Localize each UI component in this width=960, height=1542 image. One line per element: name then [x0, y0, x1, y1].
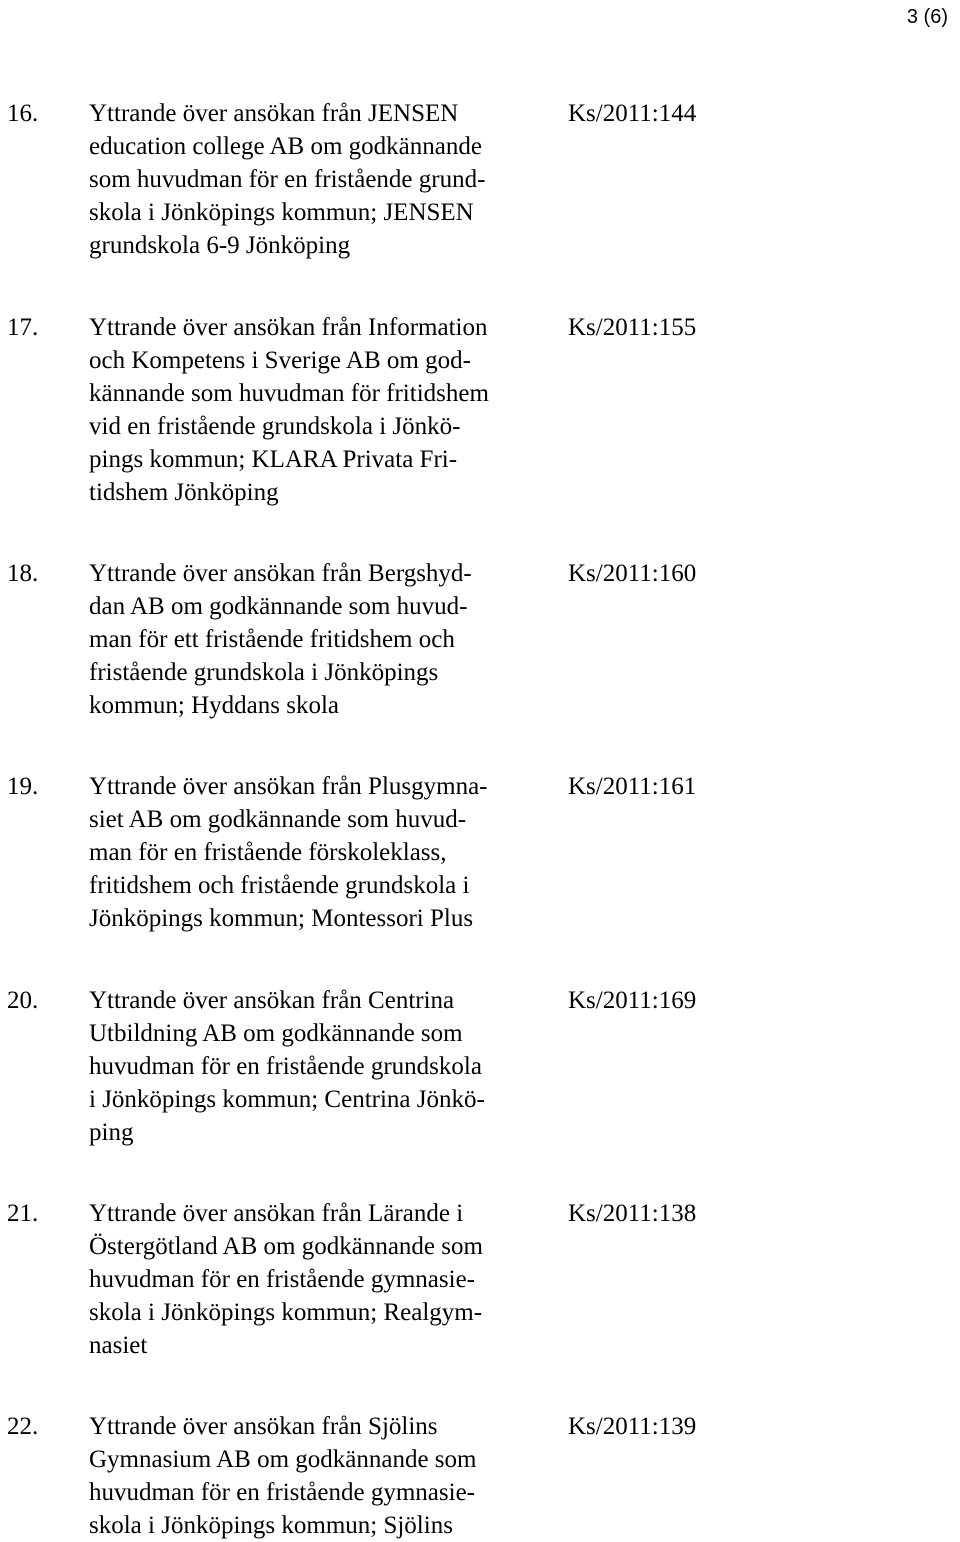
- item-number: 19.: [7, 773, 39, 800]
- description-line: i Jönköpings kommun; Centrina Jönkö-: [89, 1086, 485, 1113]
- description-line: man för en fristående förskoleklass,: [89, 839, 447, 866]
- description-line: Yttrande över ansökan från Information: [89, 314, 488, 341]
- item-number: 17.: [7, 314, 39, 341]
- description-line: Yttrande över ansökan från Bergshyd-: [89, 560, 472, 587]
- description-line: pings kommun; KLARA Privata Fri-: [89, 446, 458, 473]
- item-description: [89, 1410, 476, 1542]
- description-line: fritidshem och fristående grundskola i: [89, 872, 470, 899]
- case-reference: Ks/2011:144: [568, 100, 697, 127]
- description-line: siet AB om godkännande som huvud-: [89, 806, 467, 833]
- item-description: [89, 557, 472, 722]
- description-line: skola i Jönköpings kommun; Sjölins: [89, 1512, 453, 1539]
- description-line: Utbildning AB om godkännande som: [89, 1020, 463, 1047]
- item-description: [89, 984, 485, 1149]
- description-line: Östergötland AB om godkännande som: [89, 1233, 483, 1260]
- item-description: [89, 770, 488, 935]
- case-reference: Ks/2011:139: [568, 1413, 697, 1440]
- description-line: tidshem Jönköping: [89, 479, 279, 506]
- description-line: Yttrande över ansökan från JENSEN: [89, 100, 459, 127]
- description-line: och Kompetens i Sverige AB om god-: [89, 347, 471, 374]
- description-line: skola i Jönköpings kommun; Realgym-: [89, 1299, 483, 1326]
- case-reference: Ks/2011:160: [568, 560, 697, 587]
- item-description: [89, 311, 489, 509]
- description-line: Jönköpings kommun; Montessori Plus: [89, 905, 474, 932]
- description-line: education college AB om godkännande: [89, 133, 482, 160]
- item-number: 20.: [7, 987, 39, 1014]
- description-line: kommun; Hyddans skola: [89, 692, 339, 719]
- description-line: Gymnasium AB om godkännande som: [89, 1446, 477, 1473]
- description-line: vid en fristående grundskola i Jönkö-: [89, 413, 461, 440]
- description-line: huvudman för en fristående gymnasie-: [89, 1479, 475, 1506]
- description-line: som huvudman för en fristående grund-: [89, 166, 486, 193]
- description-line: huvudman för en fristående grundskola: [89, 1053, 482, 1080]
- case-reference: Ks/2011:138: [568, 1200, 697, 1227]
- case-reference: Ks/2011:169: [568, 987, 697, 1014]
- description-line: grundskola 6-9 Jönköping: [89, 232, 351, 259]
- page-number: 3 (6): [906, 6, 948, 28]
- description-line: Yttrande över ansökan från Plusgymna-: [89, 773, 488, 800]
- item-number: 16.: [7, 100, 39, 127]
- item-number: 18.: [7, 560, 39, 587]
- description-line: Yttrande över ansökan från Lärande i: [89, 1200, 464, 1227]
- description-line: man för ett fristående fritidshem och: [89, 626, 455, 653]
- item-description: [89, 1197, 483, 1362]
- item-description: [89, 97, 485, 262]
- description-line: huvudman för en fristående gymnasie-: [89, 1266, 475, 1293]
- item-number: 21.: [7, 1200, 39, 1227]
- case-reference: Ks/2011:161: [568, 773, 697, 800]
- description-line: nasiet: [89, 1332, 148, 1359]
- description-line: ping: [89, 1119, 134, 1146]
- item-number: 22.: [7, 1413, 39, 1440]
- description-line: dan AB om godkännande som huvud-: [89, 593, 468, 620]
- description-line: skola i Jönköpings kommun; JENSEN: [89, 199, 474, 226]
- description-line: Yttrande över ansökan från Centrina: [89, 987, 455, 1014]
- description-line: kännande som huvudman för fritidshem: [89, 380, 489, 407]
- description-line: Yttrande över ansökan från Sjölins: [89, 1413, 438, 1440]
- case-reference: Ks/2011:155: [568, 314, 697, 341]
- description-line: fristående grundskola i Jönköpings: [89, 659, 439, 686]
